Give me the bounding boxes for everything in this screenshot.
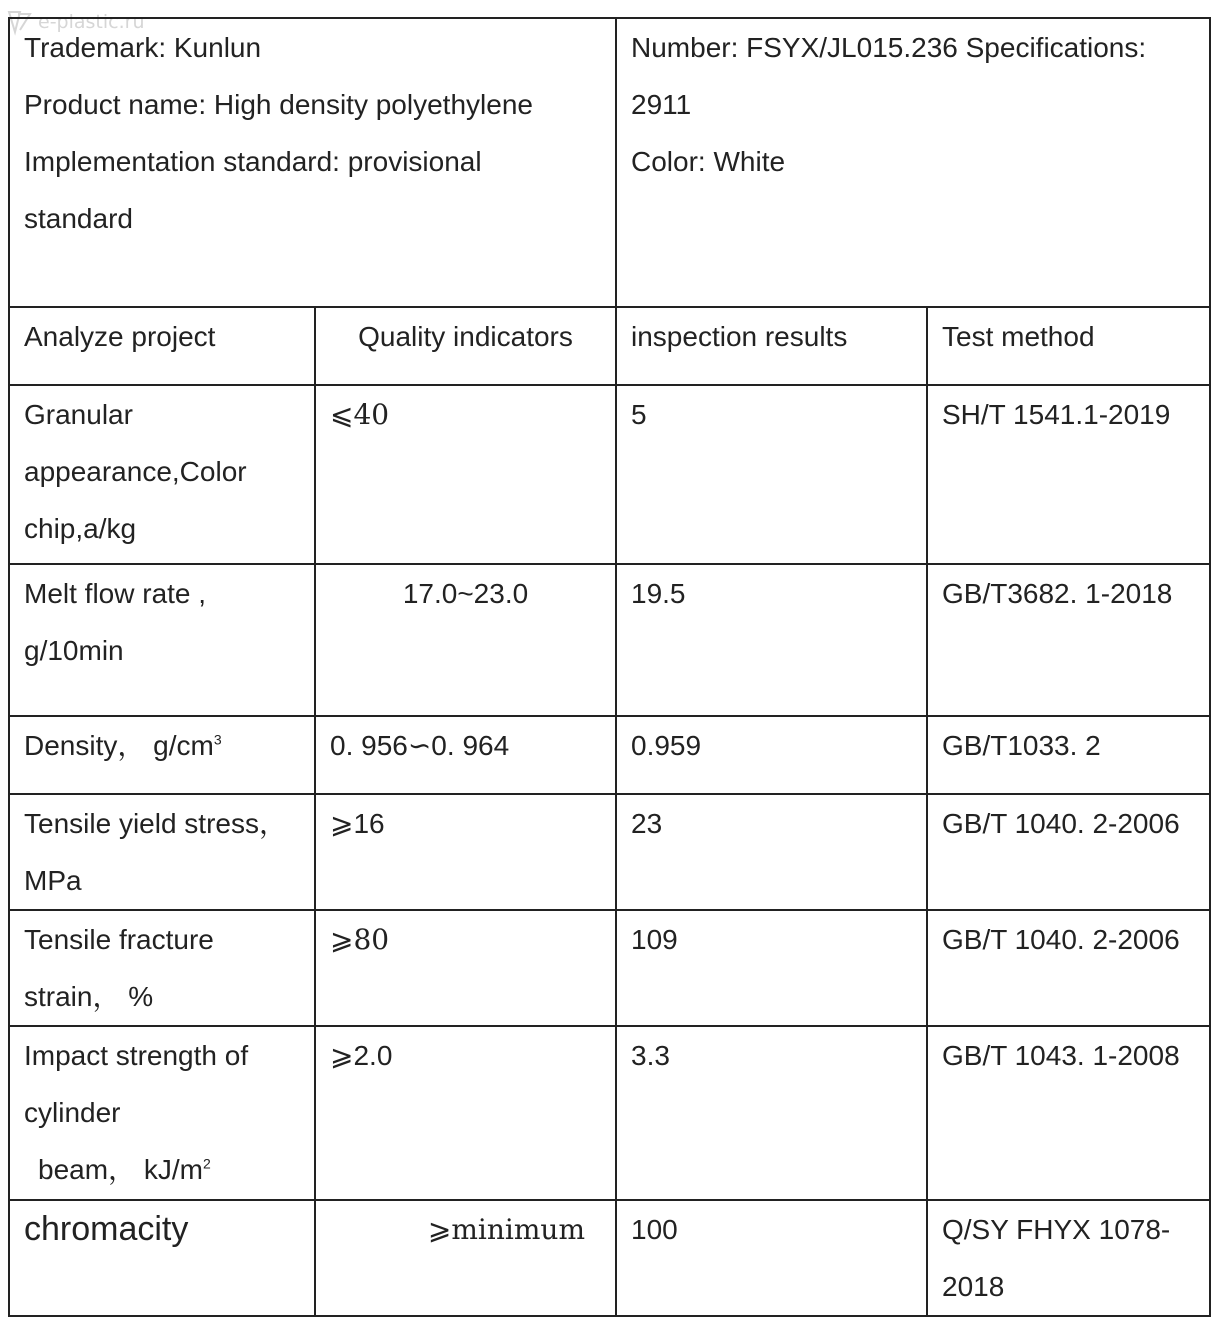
project-text: Granular bbox=[24, 399, 133, 430]
method-text: Q/SY FHYX 1078- bbox=[942, 1214, 1171, 1245]
column-header-project: Analyze project bbox=[9, 307, 315, 385]
result-cell: 100 bbox=[616, 1200, 927, 1316]
project-cell bbox=[9, 910, 315, 1026]
header-info-row bbox=[9, 18, 1210, 307]
project-cell bbox=[9, 794, 315, 910]
project-text: cylinder bbox=[24, 1097, 121, 1128]
project-text: g/10min bbox=[24, 635, 124, 666]
method-text: 2018 bbox=[942, 1271, 1005, 1302]
project-text: MPa bbox=[24, 865, 82, 896]
table-row bbox=[9, 1200, 1210, 1316]
method-cell: GB/T 1043. 1-2008 bbox=[927, 1026, 1210, 1200]
indicator-cell: ⩾16 bbox=[315, 794, 616, 910]
project-text: Tensile fracture bbox=[24, 924, 214, 955]
method-cell: GB/T1033. 2 bbox=[927, 716, 1210, 794]
indicator-cell: 17.0~23.0 bbox=[315, 564, 616, 716]
project-text: appearance,Color bbox=[24, 456, 247, 487]
column-header-results: inspection results bbox=[616, 307, 927, 385]
method-cell: GB/T 1040. 2-2006 bbox=[927, 794, 1210, 910]
implementation-standard: Implementation standard: provisional bbox=[24, 146, 482, 177]
result-cell: 23 bbox=[616, 794, 927, 910]
table-row bbox=[9, 1026, 1210, 1200]
table-row bbox=[9, 564, 1210, 716]
project-text: Density， g/cm bbox=[24, 730, 214, 761]
product-info-cell bbox=[9, 18, 616, 307]
watermark-text: e-plastic.ru bbox=[38, 11, 145, 33]
result-cell: 3.3 bbox=[616, 1026, 927, 1200]
unit-superscript: 2 bbox=[202, 1155, 211, 1172]
indicator-cell: 0. 956∽0. 964 bbox=[315, 716, 616, 794]
project-text: Melt flow rate , bbox=[24, 578, 207, 609]
unit-superscript: 3 bbox=[213, 731, 222, 748]
project-cell bbox=[9, 716, 315, 794]
number-specifications: Number: FSYX/JL015.236 Specifications: bbox=[631, 32, 1147, 63]
method-cell: GB/T3682. 1-2018 bbox=[927, 564, 1210, 716]
number-info-cell bbox=[616, 18, 1210, 307]
result-cell: 5 bbox=[616, 385, 927, 564]
project-text bbox=[24, 1141, 300, 1198]
result-cell: 19.5 bbox=[616, 564, 927, 716]
project-cell bbox=[9, 385, 315, 564]
result-cell: 0.959 bbox=[616, 716, 927, 794]
method-cell: GB/T 1040. 2-2006 bbox=[927, 910, 1210, 1026]
table-row bbox=[9, 716, 1210, 794]
project-text: chip,a/kg bbox=[24, 513, 137, 544]
specifications-value: 2911 bbox=[631, 89, 692, 120]
table-row bbox=[9, 794, 1210, 910]
color-info: Color: White bbox=[631, 146, 786, 177]
project-cell bbox=[9, 1026, 315, 1200]
method-cell: SH/T 1541.1-2019 bbox=[927, 385, 1210, 564]
table-row bbox=[9, 910, 1210, 1026]
indicator-cell: ⩾2.0 bbox=[315, 1026, 616, 1200]
column-header-row bbox=[9, 307, 1210, 385]
trademark: Trademark: Kunlun bbox=[24, 32, 262, 63]
project-cell bbox=[9, 564, 315, 716]
indicator-cell: ⩾minimum bbox=[315, 1200, 616, 1316]
specification-table bbox=[8, 17, 1211, 1317]
indicator-cell: ⩽40 bbox=[315, 385, 616, 564]
project-text-main: beam， kJ/m bbox=[38, 1154, 203, 1185]
implementation-standard-cont: standard bbox=[24, 203, 133, 234]
project-text: Impact strength of bbox=[24, 1040, 249, 1071]
project-text: Tensile yield stress， bbox=[24, 808, 287, 839]
method-cell bbox=[927, 1200, 1210, 1316]
product-name: Product name: High density polyethylene bbox=[24, 89, 533, 120]
column-header-indicators: Quality indicators bbox=[315, 307, 616, 385]
column-header-method: Test method bbox=[927, 307, 1210, 385]
result-cell: 109 bbox=[616, 910, 927, 1026]
indicator-cell: ⩾80 bbox=[315, 910, 616, 1026]
table-row bbox=[9, 385, 1210, 564]
project-text: strain， % bbox=[24, 981, 154, 1012]
project-cell: chromacity bbox=[9, 1200, 315, 1316]
